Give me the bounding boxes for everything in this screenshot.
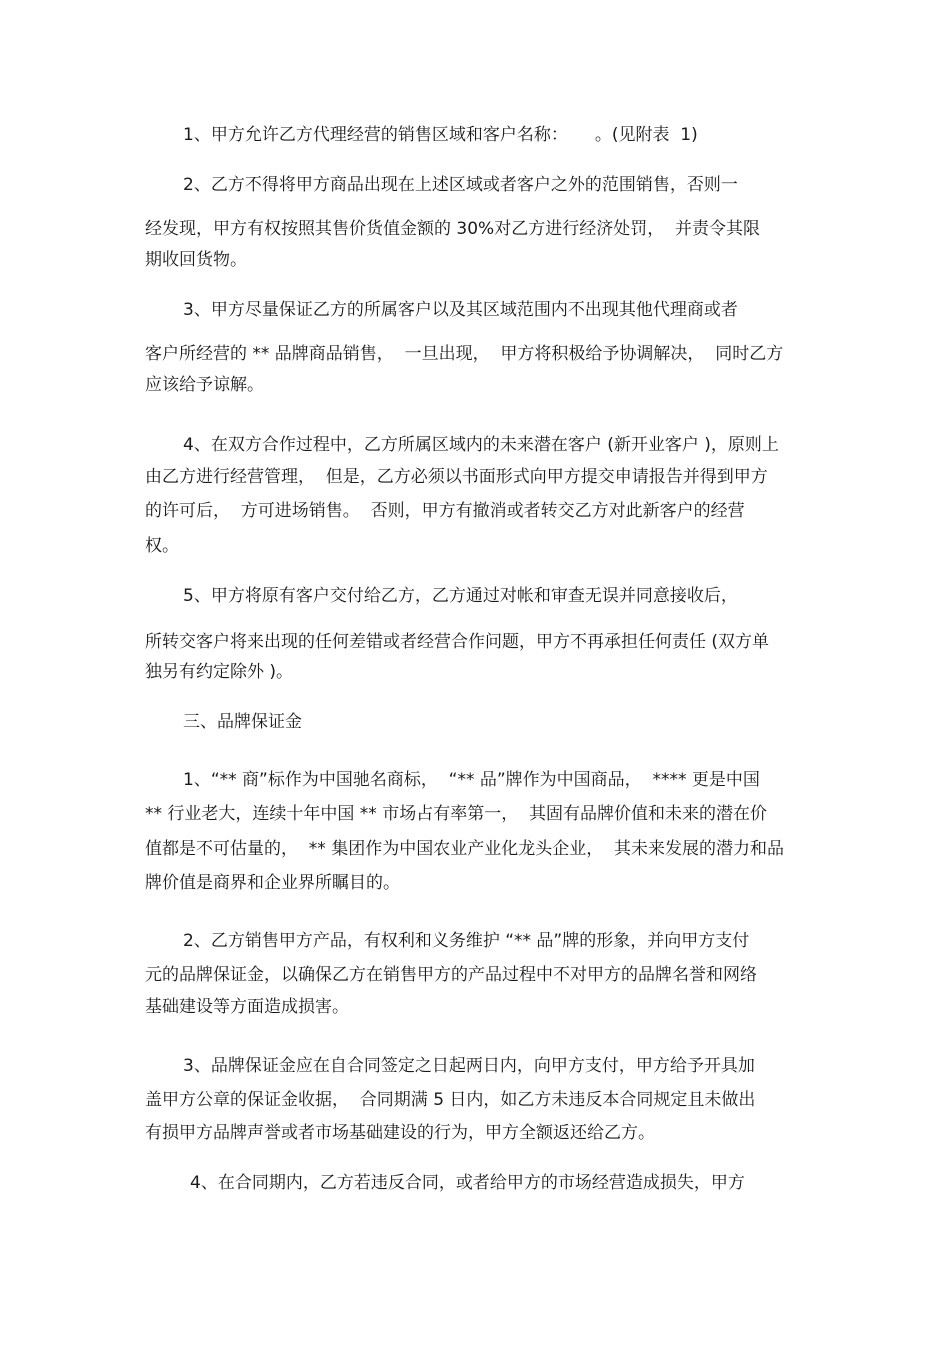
text-line: 4、在双方合作过程中，乙方所属区域内的未来潜在客户 (新开业客户 )，原则上 — [183, 435, 779, 455]
text-line: 由乙方进行经营管理， 但是，乙方必须以书面形式向甲方提交申请报告并得到甲方 — [145, 467, 768, 487]
text-line: 应该给予谅解。 — [145, 375, 264, 395]
text-line: 权。 — [145, 536, 179, 556]
text-line: 期收回货物。 — [145, 250, 247, 270]
text-line: 1、“** 商”标作为中国驰名商标， “** 品”牌作为中国商品， **** 更是中国 — [183, 770, 760, 790]
text-line: 独另有约定除外 )。 — [145, 662, 294, 682]
text-line: 3、甲方尽量保证乙方的所属客户以及其区域范围内不出现其他代理商或者 — [183, 300, 738, 320]
text-line: 的许可后， 方可进场销售。 否则，甲方有撤消或者转交乙方对此新客户的经营 — [145, 501, 745, 521]
text-line: 所转交客户将来出现的任何差错或者经营合作问题，甲方不再承担任何责任 (双方单 — [145, 632, 770, 652]
text-line: 1、甲方允许乙方代理经营的销售区域和客户名称： 。(见附表 1) — [183, 125, 698, 145]
text-line: 2、乙方不得将甲方商品出现在上述区域或者客户之外的范围销售，否则一 — [183, 175, 738, 195]
text-line: 基础建设等方面造成损害。 — [145, 997, 349, 1017]
text-line: 3、品牌保证金应在自合同签定之日起两日内，向甲方支付，甲方给予开具加 — [183, 1056, 755, 1076]
text-line: 2、乙方销售甲方产品，有权利和义务维护 “** 品”牌的形象，并向甲方支付 — [183, 931, 750, 951]
text-line: 牌价值是商界和企业界所瞩目的。 — [145, 873, 400, 893]
text-line: 元的品牌保证金，以确保乙方在销售甲方的产品过程中不对甲方的品牌名誉和网络 — [145, 965, 757, 985]
text-line: 4、在合同期内，乙方若违反合同，或者给甲方的市场经营造成损失，甲方 — [190, 1173, 745, 1193]
text-line: 有损甲方品牌声誉或者市场基础建设的行为，甲方全额返还给乙方。 — [145, 1123, 655, 1143]
text-line: 5、甲方将原有客户交付给乙方，乙方通过对帐和审查无误并同意接收后， — [183, 586, 738, 606]
text-line: ** 行业老大，连续十年中国 ** 市场占有率第一， 其固有品牌价值和未来的潜在价 — [145, 804, 768, 824]
section-heading: 三、品牌保证金 — [183, 712, 302, 732]
text-line: 盖甲方公章的保证金收据， 合同期满 5 日内，如乙方未违反本合同规定且未做出 — [145, 1090, 756, 1110]
text-line: 值都是不可估量的， ** 集团作为中国农业产业化龙头企业， 其未来发展的潜力和品 — [145, 839, 785, 859]
text-line: 经发现，甲方有权按照其售价货值金额的 30%对乙方进行经济处罚， 并责令其限 — [145, 219, 760, 239]
text-line: 客户所经营的 ** 品牌商品销售， 一旦出现， 甲方将积极给予协调解决， 同时乙方 — [145, 344, 784, 364]
